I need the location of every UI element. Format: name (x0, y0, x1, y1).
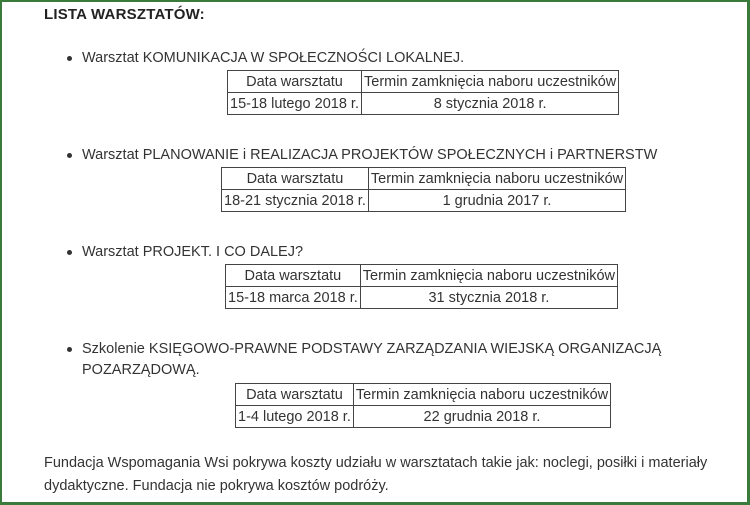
workshop-item-2 (64, 145, 704, 166)
table-row (228, 93, 619, 115)
table-row (226, 287, 618, 309)
date-header: Data warsztatu (222, 168, 369, 190)
date-header: Data warsztatu (228, 71, 362, 93)
table-header-row (222, 168, 626, 190)
workshop-table-4 (235, 383, 611, 428)
deadline-header: Termin zamknięcia naboru uczestników (362, 71, 619, 93)
deadline-cell: 22 grudnia 2018 r. (353, 406, 610, 428)
workshop-item-3 (64, 242, 704, 263)
table-row (222, 190, 626, 212)
page-title: LISTA WARSZTATÓW: (44, 6, 205, 23)
deadline-header: Termin zamknięcia naboru uczestników (360, 265, 617, 287)
workshop-name: Warsztat KOMUNIKACJA W SPOŁECZNOŚCI LOKALNEJ. (64, 48, 704, 69)
workshop-name: Warsztat PLANOWANIE i REALIZACJA PROJEKTÓW SPOŁECZNYCH i PARTNERSTW (64, 145, 704, 166)
deadline-header: Termin zamknięcia naboru uczestników (353, 384, 610, 406)
deadline-header: Termin zamknięcia naboru uczestników (368, 168, 625, 190)
workshop-name: Warsztat PROJEKT. I CO DALEJ? (64, 242, 704, 263)
deadline-cell: 1 grudnia 2017 r. (368, 190, 625, 212)
workshop-item-4 (64, 339, 664, 381)
date-cell: 15-18 marca 2018 r. (226, 287, 361, 309)
table-header-row (236, 384, 611, 406)
table-header-row (226, 265, 618, 287)
workshop-item-1 (64, 48, 704, 69)
workshop-table-3 (225, 264, 618, 309)
date-cell: 1-4 lutego 2018 r. (236, 406, 354, 428)
table-row (236, 406, 611, 428)
deadline-cell: 8 stycznia 2018 r. (362, 93, 619, 115)
deadline-cell: 31 stycznia 2018 r. (360, 287, 617, 309)
footer-note: Fundacja Wspomagania Wsi pokrywa koszty udziału w warsztatach takie jak: noclegi, posiłki i materiały dydaktyczne. Fundacja nie pokrywa kosztów podróży. (44, 455, 708, 494)
date-cell: 15-18 lutego 2018 r. (228, 93, 362, 115)
table-header-row (228, 71, 619, 93)
date-header: Data warsztatu (226, 265, 361, 287)
workshop-name: Szkolenie KSIĘGOWO-PRAWNE PODSTAWY ZARZĄDZANIA WIEJSKĄ ORGANIZACJĄ POZARZĄDOWĄ. (64, 339, 664, 381)
workshop-table-1 (227, 70, 619, 115)
date-header: Data warsztatu (236, 384, 354, 406)
date-cell: 18-21 stycznia 2018 r. (222, 190, 369, 212)
workshop-table-2 (221, 167, 626, 212)
